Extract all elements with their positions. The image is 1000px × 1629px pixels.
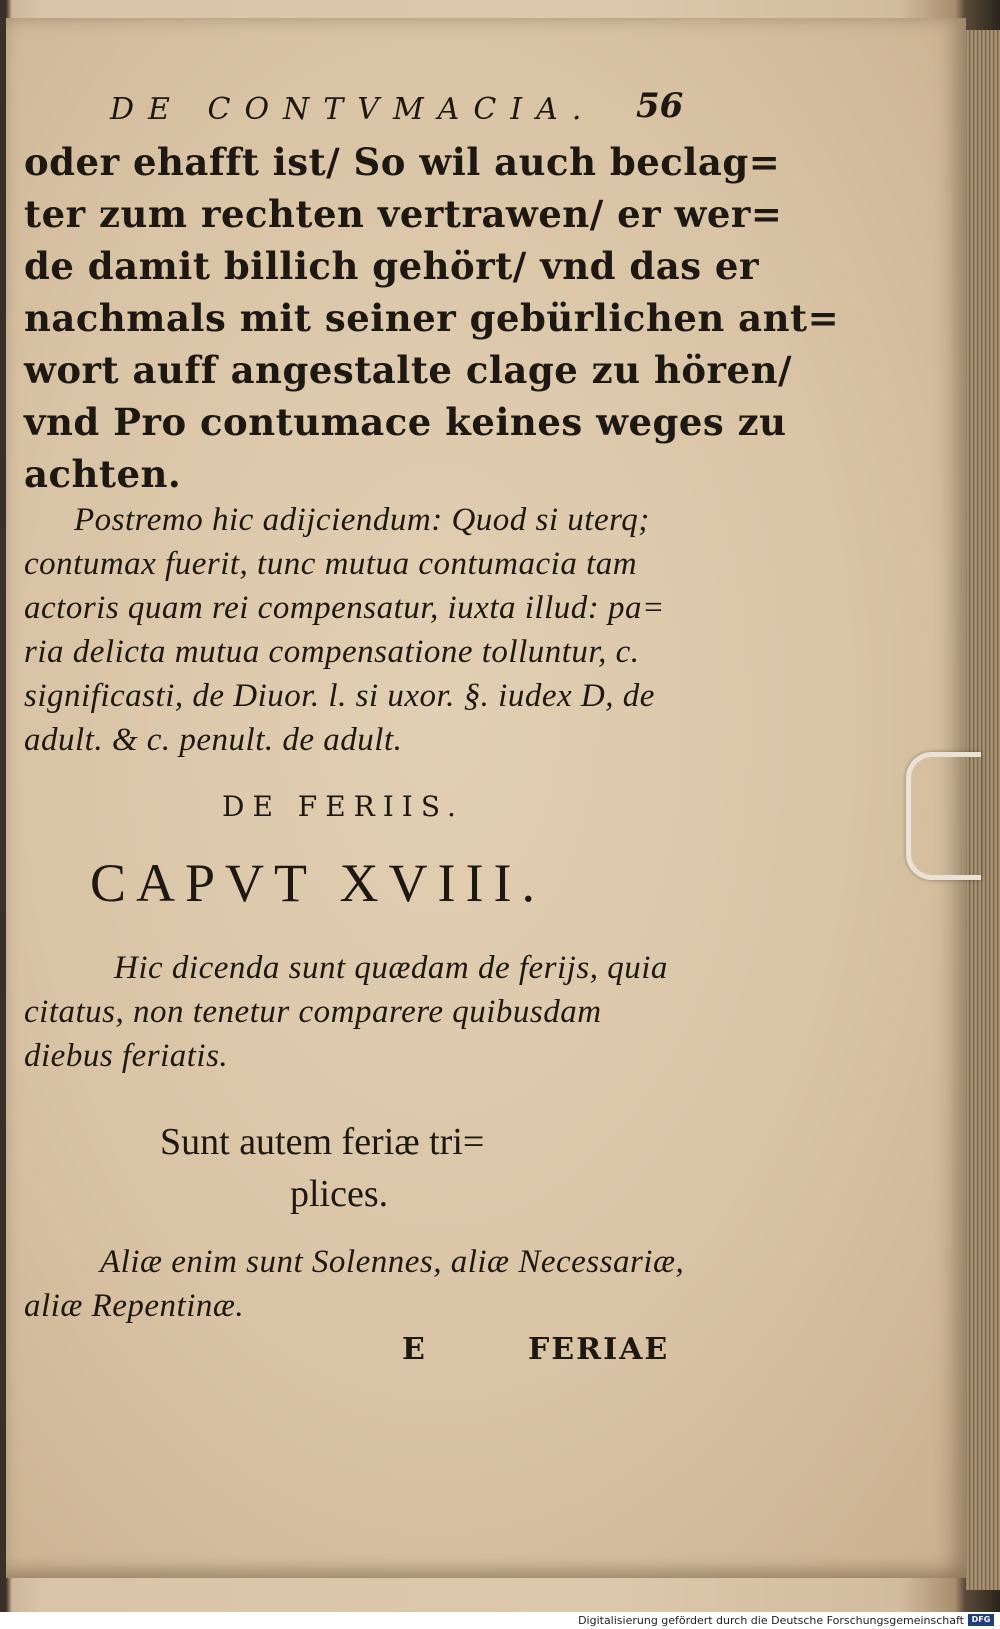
- latin-line: Postremo hic adijciendum: Quod si uterq;: [74, 502, 650, 538]
- latin-line: contumax fuerit, tunc mutua contumacia tam: [24, 546, 638, 582]
- intro-line: Hic dicenda sunt quædam de ferijs, quia: [114, 950, 668, 986]
- signature-mark: E: [402, 1332, 425, 1367]
- kinds-line: aliæ Repentinæ.: [24, 1288, 245, 1324]
- page-number: 56: [636, 86, 684, 126]
- subheading-line: Sunt autem feriæ tri=: [160, 1121, 485, 1163]
- german-line: wort auff angestalte clage zu hören/: [24, 348, 793, 392]
- german-line: achten.: [24, 452, 182, 496]
- catchword: FERIAE: [528, 1332, 670, 1367]
- intro-line: diebus feriatis.: [24, 1038, 229, 1074]
- chapter-title: CAPVT XVIII.: [90, 853, 545, 913]
- dfg-logo: DFG: [968, 1614, 994, 1626]
- latin-line: adult. & c. penult. de adult.: [24, 722, 403, 758]
- kinds-line: Aliæ enim sunt Solennes, aliæ Necessariæ,: [100, 1244, 685, 1280]
- german-line: ter zum rechten vertrawen/ er wer=: [24, 192, 783, 236]
- footer-bar: [0, 1612, 1000, 1629]
- german-line: de damit billich gehört/ vnd das er: [24, 244, 759, 288]
- german-line: oder ehafft ist/ So wil auch beclag=: [24, 140, 781, 184]
- german-line: vnd Pro contumace keines weges zu: [24, 400, 787, 444]
- subheading-line: plices.: [290, 1173, 389, 1215]
- latin-line: ria delicta mutua compensatione tolluntur, c.: [24, 634, 640, 670]
- german-line: nachmals mit seiner gebürlichen ant=: [24, 296, 840, 340]
- latin-line: significasti, de Diuor. l. si uxor. §. iudex D, de: [24, 678, 655, 714]
- running-head: DE CONTVMACIA.: [110, 92, 596, 127]
- section-title: DE FERIIS.: [222, 790, 464, 823]
- intro-line: citatus, non tenetur comparere quibusdam: [24, 994, 602, 1030]
- latin-line: actoris quam rei compensatur, iuxta illud: pa=: [24, 590, 665, 626]
- footer-credit: Digitalisierung gefördert durch die Deutsche Forschungsgemeinschaft: [578, 1614, 964, 1627]
